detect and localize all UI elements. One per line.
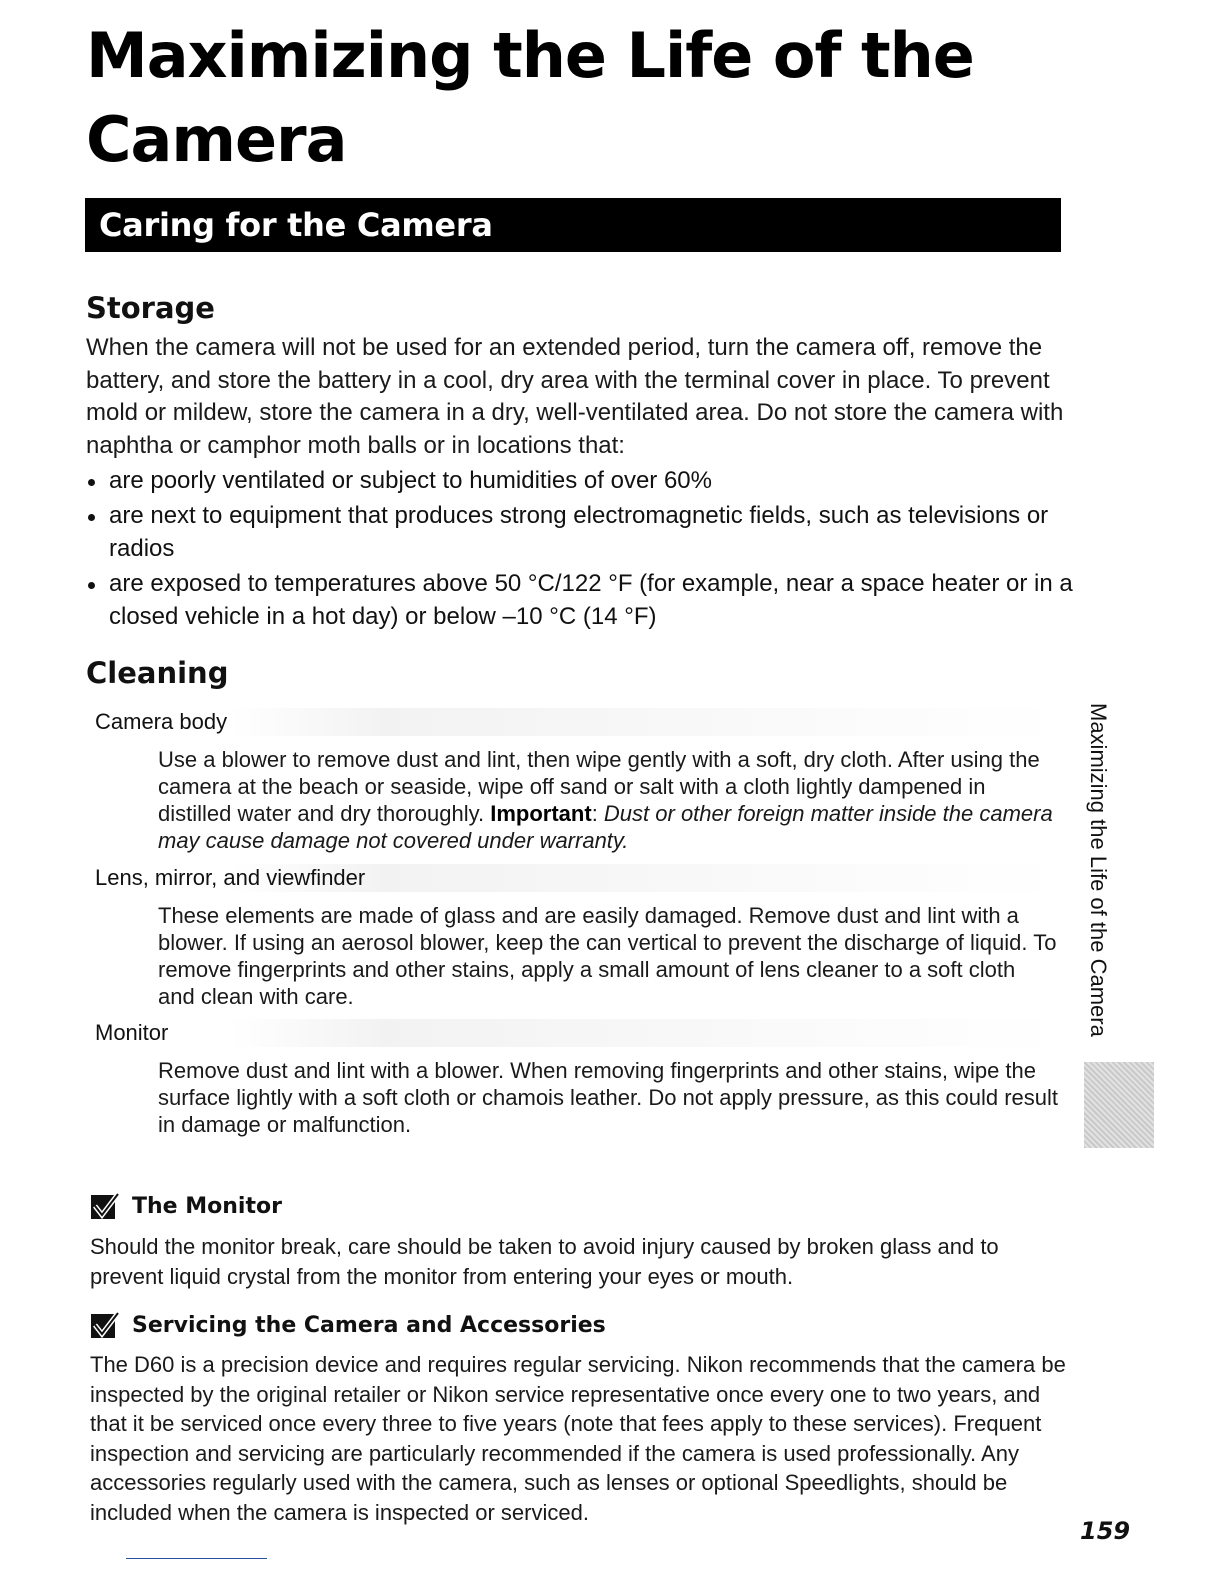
note-monitor-heading bbox=[90, 1193, 282, 1221]
note-servicing-text: The D60 is a precision device and requires regular servicing. Nikon recommends that the camera be inspected by the original retailer or Nikon service representative once every one to two years, and that it be serviced once every three to five years (note that fees apply to these services). Frequent inspection and servicing are particularly recommended if the camera is used professionally. Any accessories regularly used with the camera, such as lenses or optional Speedlights, should be included when the camera is inspected or serviced. bbox=[90, 1352, 1066, 1525]
page-number: 159 bbox=[1080, 1517, 1131, 1545]
list-item: are poorly ventilated or subject to humidities of over 60% bbox=[86, 464, 1076, 497]
caution-check-icon bbox=[90, 1312, 120, 1340]
note-servicing-heading bbox=[90, 1312, 606, 1340]
cleaning-def-lens: These elements are made of glass and are easily damaged. Remove dust and lint with a blower. If using an aerosol blower, keep the can vertical to prevent the discharge of liquid. To remove fingerprints and other stains, apply a small amount of lens cleaner to a soft cloth and clean with care. bbox=[158, 903, 1057, 1009]
cleaning-term-lens: Lens, mirror, and viewfinder bbox=[95, 864, 1060, 892]
footer-rule bbox=[126, 1558, 267, 1559]
side-tab-label: Maximizing the Life of the Camera bbox=[1086, 703, 1111, 1037]
cleaning-heading: Cleaning bbox=[86, 656, 229, 690]
cleaning-term-camera-body: Camera body bbox=[95, 708, 1060, 736]
cleaning-def-text: Use a blower to remove dust and lint, then wipe gently with a soft, dry cloth. After using the camera at the beach or seaside, wipe off sand or salt with a cloth lightly dampened in distilled water and dry thoroughly. bbox=[158, 747, 1040, 826]
storage-heading: Storage bbox=[86, 291, 215, 325]
note-heading-text: The Monitor bbox=[132, 1194, 282, 1219]
note-heading-text: Servicing the Camera and Accessories bbox=[132, 1313, 606, 1338]
cleaning-def-camera-body: Use a blower to remove dust and lint, then wipe gently with a soft, dry cloth. After using the camera at the beach or seaside, wipe off sand or salt with a cloth lightly dampened in distilled water and dry thoroughly. Important: Dust or other foreign matter inside the camera may cause damage not covered under warranty. bbox=[158, 747, 1053, 853]
cleaning-term-monitor: Monitor bbox=[95, 1019, 1060, 1047]
section-banner: Caring for the Camera bbox=[85, 198, 1061, 252]
cleaning-def-monitor: Remove dust and lint with a blower. When removing fingerprints and other stains, wipe the surface lightly with a soft cloth or chamois leather. Do not apply pressure, as this could result in damage or malfunction. bbox=[158, 1058, 1058, 1137]
important-text: Dust or other foreign matter inside the camera may cause damage not covered under warranty. bbox=[158, 801, 1053, 853]
caution-check-icon bbox=[90, 1193, 120, 1221]
list-item: are exposed to temperatures above 50 °C/122 °F (for example, near a space heater or in a closed vehicle in a hot day) or below –10 °C (14 °F) bbox=[86, 567, 1076, 633]
storage-bullet-list bbox=[86, 464, 1076, 635]
side-tab-marker bbox=[1084, 1062, 1154, 1148]
note-monitor-text: Should the monitor break, care should be taken to avoid injury caused by broken glass and to prevent liquid crystal from the monitor from entering your eyes or mouth. bbox=[90, 1234, 999, 1289]
storage-paragraph: When the camera will not be used for an extended period, turn the camera off, remove the battery, and store the battery in a cool, dry area with the terminal cover in place. To prevent mold or mildew, store the camera in a dry, well-ventilated area. Do not store the camera with naphtha or camphor moth balls or in locations that: bbox=[86, 334, 1064, 459]
important-label: Important bbox=[490, 801, 592, 826]
page-title: Maximizing the Life of the Camera bbox=[86, 19, 974, 176]
list-item: are next to equipment that produces strong electromagnetic fields, such as televisions or radios bbox=[86, 499, 1076, 565]
